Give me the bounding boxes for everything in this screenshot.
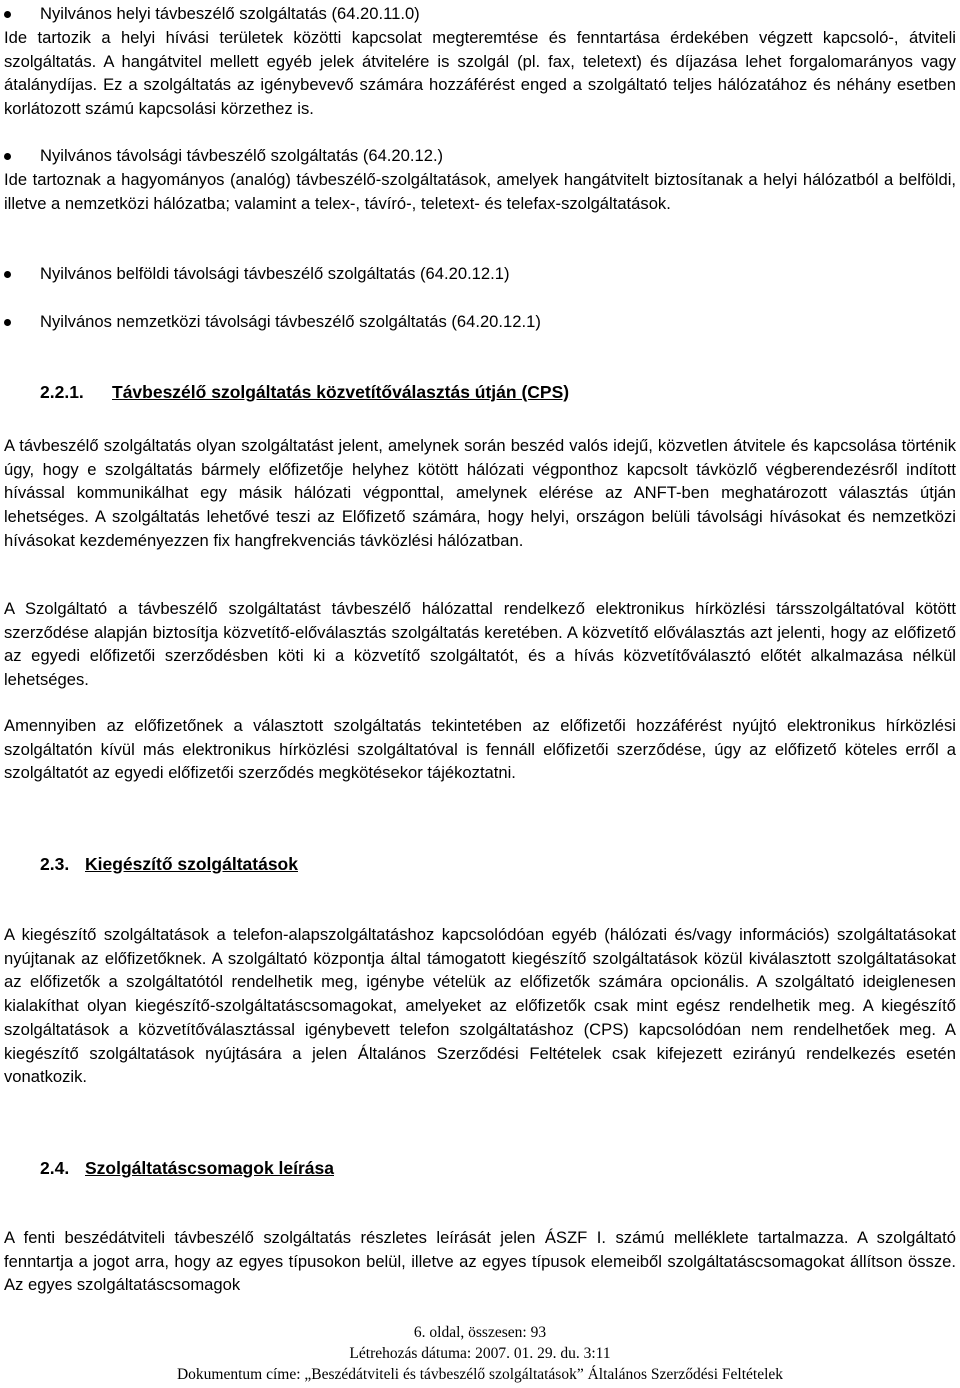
paragraph-cps-notification: Amennyiben az előfizetőnek a választott szolgáltatás tekintetében az előfizetői hozzáférést nyújtó elektronikus hírközlési szolgáltatón kívül más elektronikus hírközlési szolgáltatóval is fennáll előfizetői szerződése, úgy az előfizető köteles erről a szolgáltatót az egyedi előfizetői szerződés megkötésekor tájékoztatni.: [4, 716, 956, 783]
footer-created-date: Létrehozás dátuma: 2007. 01. 29. du. 3:11: [349, 1345, 611, 1362]
section-title: Szolgáltatáscsomagok leírása: [85, 1158, 334, 1178]
bullet-dot-icon: [4, 319, 11, 326]
bullet-domestic-long-distance: [4, 262, 960, 286]
paragraph-service-packages: A fenti beszédátviteli távbeszélő szolgáltatás részletes leírását jelen ÁSZF I. számú melléklete tartalmazza. A szolgáltató fenntartja a jogot arra, hogy az egyes típusokon belül, illetve az egyes típusok elemeiből szolgáltatáscsomagokat állítson össze. Az egyes szolgáltatáscsomagok: [4, 1228, 956, 1295]
bullet-local-phone-service: [4, 2, 960, 26]
paragraph-cps-description: A távbeszélő szolgáltatás olyan szolgáltatást jelent, amelynek során beszéd valós idejű, közvetlen átvitele és kapcsolása történik úgy, hogy e szolgáltatás bármely előfizetője helyhez kötött hálózati végponthoz kapcsolt távközlő végberendezésről indított hívással kommunikálhat egy másik hálózati végponttal, amelynek elérése az ANFT-ben meghatározott választás útján lehetséges. A szolgáltatás lehetővé teszi az Előfizető számára, hogy helyi, országon belüli távolsági hívásokat és nemzetközi hívásokat kezdeményezzen fix hangfrekvenciás távközlési hálózatban.: [4, 436, 956, 550]
bullet-text: Nyilvános helyi távbeszélő szolgáltatás (64.20.11.0): [40, 4, 420, 23]
footer-page-number: 6. oldal, összesen: 93: [413, 1324, 547, 1341]
section-number: 2.3.: [40, 854, 70, 874]
section-title: Távbeszélő szolgáltatás közvetítőválasztás útján (CPS): [112, 382, 570, 402]
page-footer: [0, 1322, 960, 1385]
bullet-dot-icon: [4, 271, 11, 278]
footer-document-title: Dokumentum címe: „Beszédátviteli és távbeszélő szolgáltatások” Általános Szerződési Feltételek: [176, 1366, 784, 1383]
bullet-dot-icon: [4, 11, 11, 18]
section-number: 2.4.: [40, 1158, 70, 1178]
section-heading-2-2-1: [40, 380, 569, 404]
section-heading-2-3: [40, 852, 298, 876]
bullet-text: Nyilvános belföldi távolsági távbeszélő szolgáltatás (64.20.12.1): [40, 264, 510, 283]
bullet-text: Nyilvános nemzetközi távolsági távbeszélő szolgáltatás (64.20.12.1): [40, 312, 541, 331]
paragraph-local-service: Ide tartozik a helyi hívási területek közötti kapcsolat megteremtése és fenntartása érdekében végzett kapcsoló-, átviteli szolgáltatás. A hangátvitel mellett egyéb jelek átvitelére is szolgál (pl. fax, teletext) és díjazása lehet forgalomarányos vagy átalánydíjas. Ez a szolgáltatás az igénybevevő számára hozzáférést enged a szolgáltató teljes hálózatához és néhány esetben korlátozott számú kapcsolási körzethez is.: [4, 28, 956, 119]
paragraph-long-distance: Ide tartoznak a hagyományos (analóg) távbeszélő-szolgáltatások, amelyek hangátvitelt biztosítanak a helyi hálózatból a belföldi, illetve a nemzetközi hálózatba; valamint a telex-, távíró-, teletext- és telefax-szolgáltatások.: [4, 170, 956, 213]
section-number: 2.2.1.: [40, 382, 84, 402]
section-heading-2-4: [40, 1156, 334, 1180]
paragraph-cps-provider: A Szolgáltató a távbeszélő szolgáltatást távbeszélő hálózattal rendelkező elektronikus hírközlési társszolgáltatóval kötött szerződése alapján biztosítja közvetítő-előválasztás szolgáltatás keretében. A közvetítő előválasztás azt jelenti, hogy az előfizető az egyedi előfizetői szerződésben köti ki a közvetítő szolgáltatót, és a hívás közvetítőválasztó előtét alkalmazása nélkül lehetséges.: [4, 599, 956, 690]
section-title: Kiegészítő szolgáltatások: [85, 854, 298, 874]
paragraph-supplementary-services: A kiegészítő szolgáltatások a telefon-alapszolgáltatáshoz kapcsolódóan egyéb (hálózati és/vagy információs) szolgáltatásokat nyújtanak az előfizetőknek. A szolgáltató központja által támogatott kiegészítő szolgáltatások közül kiválasztott szolgáltatásokat az előfizetők a szolgáltatótól rendelhetik meg, igénybe vételük az előfizetők számára opcionális. A szolgáltató ideiglenesen kialakíthat olyan kiegészítő-szolgáltatáscsomagokat, amelyeket az előfizetők csak mint egész rendelhetik meg. A kiegészítő szolgáltatások a közvetítőválasztással igénybevett telefon szolgáltatáshoz (CPS) kapcsolódóan nem rendelhetőek meg. A kiegészítő szolgáltatások nyújtására a jelen Általános Szerződési Feltételek csak kifejezett ezirányú rendelkezés esetén vonatkozik.: [4, 925, 956, 1087]
bullet-long-distance-service: [4, 144, 960, 168]
bullet-international-long-distance: [4, 310, 960, 334]
bullet-text: Nyilvános távolsági távbeszélő szolgáltatás (64.20.12.): [40, 146, 444, 165]
bullet-dot-icon: [4, 153, 11, 160]
